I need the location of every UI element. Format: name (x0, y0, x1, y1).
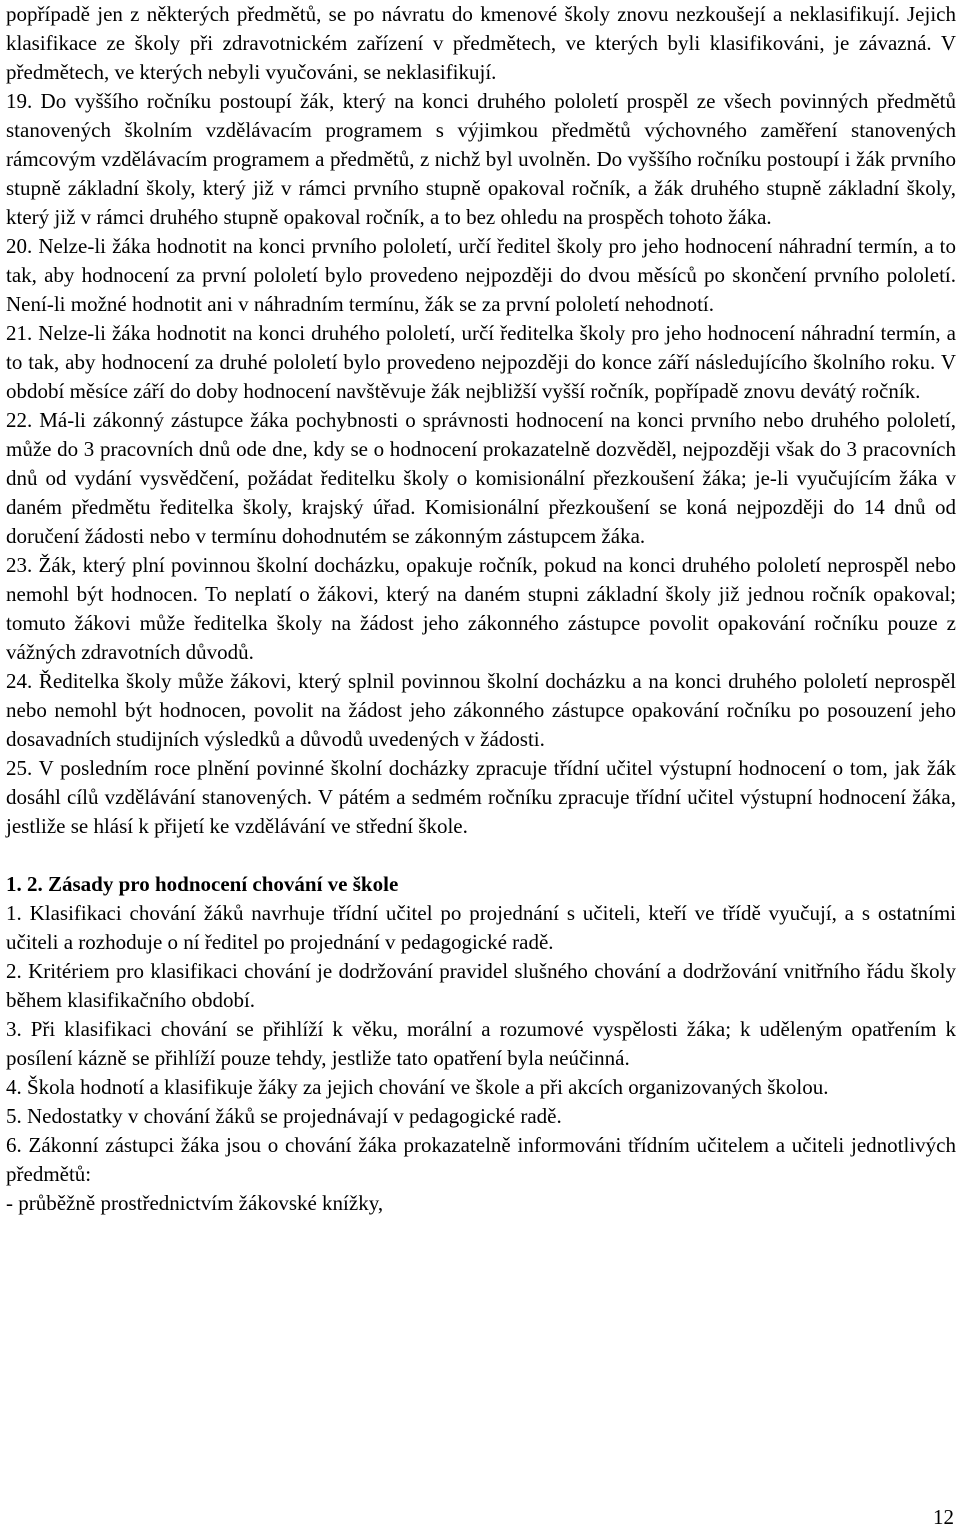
behavior-item-1: 1. Klasifikaci chování žáků navrhuje třídní učitel po projednání s učiteli, kteří ve třídě vyučují, a s ostatními učiteli a rozhoduje o ní ředitel po projednání v pedagogické radě. (6, 901, 956, 954)
rule-25: 25. V posledním roce plnění povinné školní docházky zpracuje třídní učitel výstupní hodnocení o tom, jak žák dosáhl cílů vzdělávání stanovených. V pátém a sedmém ročníku zpracuje třídní učitel výstupní hodnocení žáka, jestliže se hlásí k přijetí ke vzdělávání ve střední škole. (6, 756, 956, 838)
rule-19: 19. Do vyššího ročníku postoupí žák, který na konci druhého pololetí prospěl ze všech povinných předmětů stanovených školním vzdělávacím programem s výjimkou předmětů výchovného zaměření stanovených rámcovým vzdělávacím programem a předmětů, z nichž byl uvolněn. Do vyššího ročníku postoupí i žák prvního stupně základní školy, který již v rámci prvního stupně opakoval ročník, a žák druhého stupně základní školy, který již v rámci druhého stupně opakoval ročník, a to bez ohledu na prospěch tohoto žáka. (6, 89, 956, 229)
section-heading: 1. 2. Zásady pro hodnocení chování ve škole (6, 872, 399, 896)
intro-paragraph: popřípadě jen z některých předmětů, se po návratu do kmenové školy znovu nezkoušejí a neklasifikují. Jejich klasifikace ze školy při zdravotnickém zařízení v předmětech, ve kterých byli klasifikováni, je závazná. V předmětech, ve kterých nebyli vyučováni, se neklasifikují. (6, 2, 956, 84)
rule-22: 22. Má-li zákonný zástupce žáka pochybnosti o správnosti hodnocení na konci prvního nebo druhého pololetí, může do 3 pracovních dnů ode dne, kdy se o hodnocení prokazatelně dozvěděl, nejpozději však do 3 pracovních dnů od vydání vysvědčení, požádat ředitelku školy o komisionální přezkoušení žáka; je-li vyučujícím žáka v daném předmětu ředitelka školy, krajský úřad. Komisionální přezkoušení se koná nejpozději do 14 dnů od doručení žádosti nebo v termínu dohodnutém se zákonným zástupcem žáka. (6, 408, 956, 548)
behavior-item-5: 5. Nedostatky v chování žáků se projednávají v pedagogické radě. (6, 1104, 562, 1128)
page-number: 12 (933, 1505, 954, 1529)
rule-21: 21. Nelze-li žáka hodnotit na konci druhého pololetí, určí ředitelka školy pro jeho hodnocení náhradní termín, a to tak, aby hodnocení za druhé pololetí bylo provedeno nejpozději do konce září následujícího školního roku. V období měsíce září do doby hodnocení navštěvuje žák nejbližší vyšší ročník, popřípadě znovu devátý ročník. (6, 321, 956, 403)
behavior-item-4: 4. Škola hodnotí a klasifikuje žáky za jejich chování ve škole a při akcích organizovaných školou. (6, 1075, 829, 1099)
document-page (6, 0, 956, 1218)
section-spacer (6, 841, 956, 870)
rule-24: 24. Ředitelka školy může žákovi, který splnil povinnou školní docházku a na konci druhého pololetí neprospěl nebo nemohl být hodnocen, povolit na žádost jeho zákonného zástupce opakování ročníku po posouzení jeho dosavadních studijních výsledků a důvodů uvedených v žádosti. (6, 669, 956, 751)
rule-20: 20. Nelze-li žáka hodnotit na konci prvního pololetí, určí ředitel školy pro jeho hodnocení náhradní termín, a to tak, aby hodnocení za první pololetí bylo provedeno nejpozději do dvou měsíců po skončení prvního pololetí. Není-li možné hodnotit ani v náhradním termínu, žák se za první pololetí nehodnotí. (6, 234, 956, 316)
behavior-item-2: 2. Kritériem pro klasifikaci chování je dodržování pravidel slušného chování a dodržování vnitřního řádu školy během klasifikačního období. (6, 959, 956, 1012)
behavior-item-3: 3. Při klasifikaci chování se přihlíží k věku, morální a rozumové vyspělosti žáka; k uděleným opatřením k posílení kázně se přihlíží pouze tehdy, jestliže tato opatření byla neúčinná. (6, 1017, 956, 1070)
behavior-item-6-bullet: - průběžně prostřednictvím žákovské knížky, (6, 1191, 384, 1215)
rule-23: 23. Žák, který plní povinnou školní docházku, opakuje ročník, pokud na konci druhého pololetí neprospěl nebo nemohl být hodnocen. To neplatí o žákovi, který na daném stupni základní školy již jednou ročník opakoval; tomuto žákovi může ředitelka školy na žádost jeho zákonného zástupce povolit opakování ročníku pouze z vážných zdravotních důvodů. (6, 553, 956, 664)
behavior-item-6: 6. Zákonní zástupci žáka jsou o chování žáka prokazatelně informováni třídním učitelem a učiteli jednotlivých předmětů: (6, 1133, 956, 1186)
